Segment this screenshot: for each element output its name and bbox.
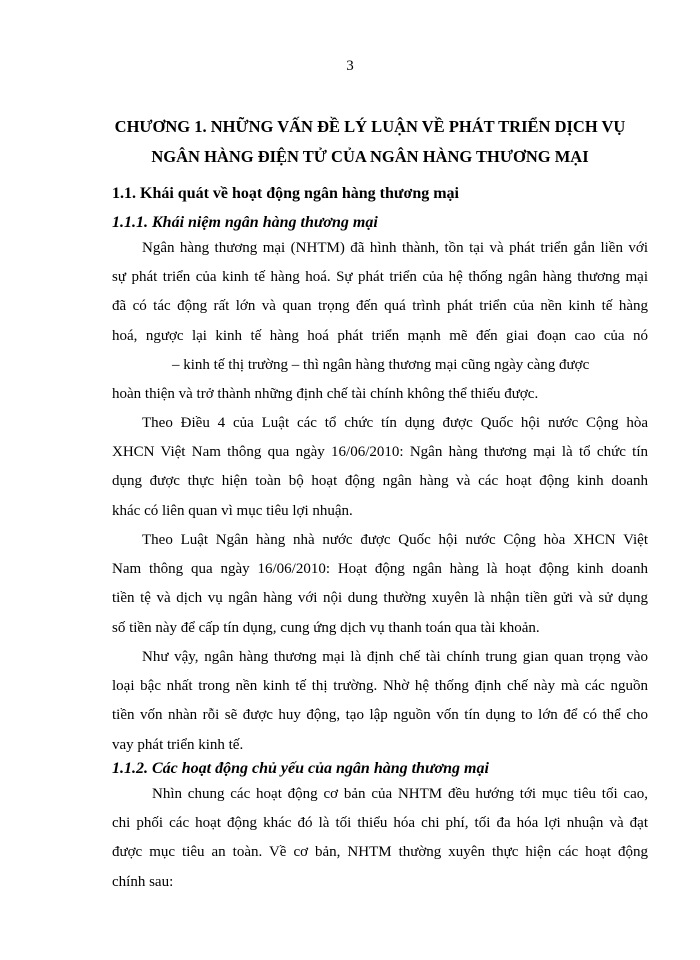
paragraph-line: chi phối các hoạt động khác đó là tối thiểu hóa chi phí, tối đa hóa lợi nhuận và đạt	[112, 815, 648, 832]
paragraph-line: hoàn thiện và trở thành những định chế tài chính không thể thiếu được.	[112, 385, 539, 402]
section-heading-1-1: 1.1. Khái quát về hoạt động ngân hàng thương mại	[112, 185, 459, 202]
paragraph-line: Ngân hàng thương mại (NHTM) đã hình thành, tồn tại và phát triển gắn liền với	[142, 240, 648, 256]
paragraph-line: số tiền này để cấp tín dụng, cung ứng dịch vụ thanh toán qua tài khoản.	[112, 619, 540, 636]
paragraph-line: khác có liên quan vì mục tiêu lợi nhuận.	[112, 502, 353, 519]
paragraph-line: tiền tệ và dịch vụ ngân hàng với nội dung thường xuyên là nhận tiền gửi và sử dụng	[112, 590, 648, 607]
paragraph-4	[112, 643, 648, 760]
paragraph-line: loại bậc nhất trong nền kinh tế thị trường. Nhờ hệ thống định chế này mà các nguồn	[112, 678, 648, 695]
chapter-title-line-1: CHƯƠNG 1. NHỮNG VẤN ĐỀ LÝ LUẬN VỀ PHÁT TRIỂN DỊCH VỤ	[114, 117, 626, 136]
paragraph-line: Nhìn chung các hoạt động cơ bản của NHTM đều hướng tới mục tiêu tối cao,	[152, 786, 648, 802]
paragraph-1	[112, 234, 648, 409]
paragraph-2	[112, 409, 648, 526]
paragraph-line: được mục tiêu an toàn. Về cơ bản, NHTM thường xuyên thực hiện các hoạt động	[112, 844, 648, 861]
paragraph-line: Nam thông qua ngày 16/06/2010: Hoạt động ngân hàng là hoạt động kinh doanh	[112, 561, 648, 578]
section-heading-1-1-2: 1.1.2. Các hoạt động chủ yếu của ngân hàng thương mại	[112, 760, 489, 777]
section-heading-1-1-1: 1.1.1. Khái niệm ngân hàng thương mại	[112, 214, 378, 231]
paragraph-3	[112, 526, 648, 643]
paragraph-line: dụng được thực hiện toàn bộ hoạt động ngân hàng và các hoạt động kinh doanh	[112, 473, 648, 490]
paragraph-line: vay phát triển kinh tế.	[112, 736, 244, 753]
paragraph-line: chính sau:	[112, 873, 174, 890]
paragraph-line: hoá, ngược lại kinh tế hàng hoá phát triển mạnh mẽ đến giai đoạn cao của nó	[112, 327, 648, 344]
chapter-title-line-2: NGÂN HÀNG ĐIỆN TỬ CỦA NGÂN HÀNG THƯƠNG MẠI	[151, 147, 589, 166]
paragraph-line: tiền vốn nhàn rỗi sẽ được huy động, tạo lập nguồn vốn tín dụng to lớn để có thể cho	[112, 707, 648, 724]
paragraph-line: Theo Luật Ngân hàng nhà nước được Quốc hội nước Cộng hòa XHCN Việt	[142, 532, 648, 548]
paragraph-line: đã có tác động rất lớn và quan trọng đến quá trình phát triển của nền kinh tế hàng	[112, 298, 648, 315]
paragraph-line: Như vậy, ngân hàng thương mại là định chế tài chính trung gian quan trọng vào	[142, 649, 648, 665]
paragraph-line: – kinh tế thị trường – thì ngân hàng thương mại cũng ngày càng được	[172, 356, 590, 373]
paragraph-line: Theo Điều 4 của Luật các tổ chức tín dụng được Quốc hội nước Cộng hòa	[142, 415, 648, 431]
paragraph-line: XHCN Việt Nam thông qua ngày 16/06/2010: Ngân hàng thương mại là tổ chức tín	[112, 444, 648, 461]
page-number: 3	[346, 58, 354, 74]
paragraph-5	[112, 780, 648, 897]
paragraph-line: sự phát triển của kinh tế hàng hoá. Sự phát triển của hệ thống ngân hàng thương mại	[112, 269, 648, 286]
chapter-title	[100, 112, 640, 172]
